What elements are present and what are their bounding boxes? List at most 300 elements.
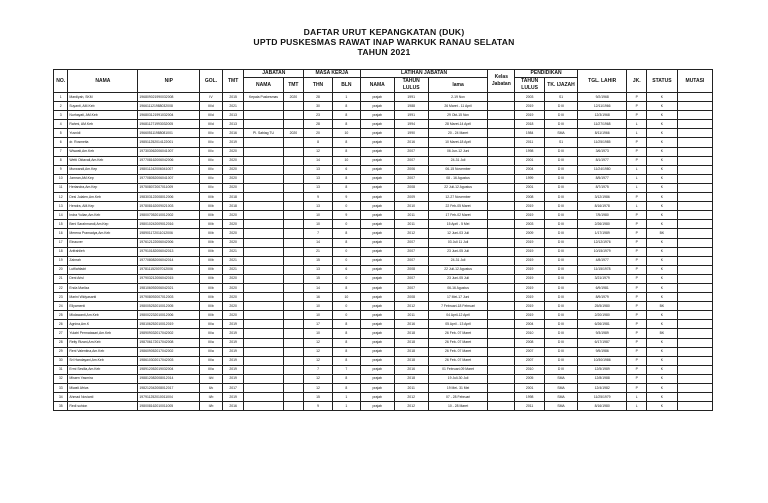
cell-masa-kerja-bln: 8 [332,347,360,356]
cell-no: 4 [54,120,68,129]
cell-masa-kerja-bln: 10 [332,129,360,138]
cell-gol: III/b [200,274,223,283]
cell-tmt: 2021 [222,247,244,256]
cell-jabatan-tmt [283,229,304,238]
cell-no: 19 [54,256,68,265]
cell-nama: Miwati Afriva [68,384,138,393]
cell-latihan-tahun: 2010 [394,202,428,211]
cell-pendidikan-ijazah: D III [545,283,578,292]
cell-status: BK [646,302,677,311]
cell-jk: P [627,229,647,238]
cell-jabatan-tmt [283,384,304,393]
cell-jabatan-nama [244,347,283,356]
cell-status: K [646,311,677,320]
cell-jk: P [627,374,647,383]
cell-nip: 198106092006042021 [138,283,200,292]
cell-nama: Indra Yulian,Am.Keb [68,211,138,220]
cell-nama: Deni Arisl [68,274,138,283]
cell-jabatan-nama [244,384,283,393]
cell-kelas-jabatan [488,183,515,192]
table-row [54,265,713,274]
cell-pendidikan-tahun: 2019 [515,102,545,111]
cell-gol: III/c [200,138,223,147]
col-tgl-lahir: TGL. LAHIR [578,70,627,93]
cell-nip: 197708052006041007 [138,174,200,183]
cell-nip: 198212042008012017 [138,384,200,393]
cell-latihan-nama: prajab [360,320,394,329]
cell-pendidikan-tahun: 1984 [515,129,545,138]
cell-status: K [646,374,677,383]
col-nama: NAMA [68,70,138,93]
cell-masa-kerja-bln: 6 [332,265,360,274]
cell-jk: L [627,393,647,402]
cell-gol: III/b [200,193,223,202]
cell-tgl-lahir: 3/21/1979 [578,274,627,283]
cell-masa-kerja-bln: 0 [332,274,360,283]
cell-pendidikan-tahun: 2009 [515,229,545,238]
cell-latihan-nama: prajab [360,356,394,365]
cell-masa-kerja-bln: 0 [332,202,360,211]
document-subtitle: UPTD PUSKESMAS RAWAT INAP WARKUK RANAU SELATAN [253,37,515,47]
cell-masa-kerja-bln: 8 [332,183,360,192]
cell-no: 35 [54,402,68,411]
cell-pendidikan-tahun: 2010 [515,329,545,338]
cell-gol: III/b [200,293,223,302]
cell-jabatan-nama [244,147,283,156]
cell-status: K [646,120,677,129]
cell-mutasi [677,365,712,374]
cell-kelas-jabatan [488,256,515,265]
cell-status: K [646,183,677,192]
cell-nama: Merena Pramadya,Am.Keb [68,229,138,238]
cell-latihan-nama: prajab [360,283,394,292]
cell-status: K [646,156,677,165]
cell-no: 7 [54,147,68,156]
cell-jabatan-nama [244,283,283,292]
cell-masa-kerja-bln: 8 [332,111,360,120]
table-row [54,211,713,220]
cell-kelas-jabatan [488,165,515,174]
cell-nama: Beni Sarahmandi,Am.Kep [68,220,138,229]
cell-jabatan-nama [244,247,283,256]
cell-pendidikan-tahun: 2001 [515,384,545,393]
cell-latihan-tahun: 2016 [394,365,428,374]
cell-latihan-nama: prajab [360,347,394,356]
cell-masa-kerja-thn: 16 [304,293,333,302]
cell-jabatan-tmt [283,174,304,183]
cell-gol: III/a [200,356,223,365]
cell-latihan-tahun: 2018 [394,374,428,383]
cell-tmt: 2019 [222,138,244,147]
cell-latihan-nama: prajab [360,247,394,256]
cell-jabatan-tmt [283,102,304,111]
cell-masa-kerja-bln: 7 [332,365,360,374]
cell-jk: P [627,93,647,102]
cell-tmt: 2020 [222,165,244,174]
cell-status: K [646,93,677,102]
cell-jk: L [627,174,647,183]
cell-latihan-lama: 05 April - 13 April [428,320,488,329]
cell-tmt: 2020 [222,238,244,247]
cell-pendidikan-ijazah: D III [545,174,578,183]
col-group-latihan-jabatan: LATIHAN JABATAN [360,70,488,78]
cell-pendidikan-ijazah: D III [545,265,578,274]
cell-latihan-lama: 10 Maret-18 April [428,138,488,147]
cell-jabatan-nama [244,120,283,129]
cell-jabatan-tmt [283,356,304,365]
cell-nama: Murwandi,Am.Kep [68,165,138,174]
col-latihan-nama: NAMA [360,78,394,93]
cell-kelas-jabatan [488,329,515,338]
cell-kelas-jabatan [488,102,515,111]
cell-mutasi [677,338,712,347]
cell-nip: 197910182006042013 [138,247,200,256]
cell-mutasi [677,274,712,283]
cell-mutasi [677,174,712,183]
cell-kelas-jabatan [488,238,515,247]
cell-latihan-lama: 26 Feb- 07 Maret [428,329,488,338]
cell-tmt: 2021 [222,256,244,265]
cell-latihan-lama: 23 Juni-05 Juli [428,274,488,283]
cell-mutasi [677,283,712,292]
cell-no: 31 [54,365,68,374]
cell-jabatan-tmt [283,111,304,120]
cell-mutasi [677,374,712,383]
cell-latihan-lama: 01 Februari-09 Maret [428,365,488,374]
cell-jabatan-tmt [283,202,304,211]
cell-pendidikan-ijazah: D III [545,102,578,111]
cell-pendidikan-tahun: 2008 [515,193,545,202]
cell-masa-kerja-thn: 23 [304,111,333,120]
cell-jabatan-nama [244,193,283,202]
cell-tmt: 2018 [222,202,244,211]
col-tmt: TMT [222,70,244,93]
cell-latihan-lama: 26 Feb- 07 Maret [428,356,488,365]
cell-latihan-nama: prajab [360,147,394,156]
cell-latihan-lama: 26 Feb- 07 Maret [428,338,488,347]
table-row [54,293,713,302]
cell-pendidikan-tahun: 2004 [515,165,545,174]
cell-status: K [646,211,677,220]
table-row [54,138,713,147]
table-row [54,238,713,247]
cell-masa-kerja-thn: 10 [304,220,333,229]
cell-gol: III/b [200,283,223,292]
cell-gol: III/a [200,329,223,338]
table-row [54,156,713,165]
cell-jabatan-nama [244,302,283,311]
cell-jk: P [627,156,647,165]
cell-jabatan-nama [244,211,283,220]
cell-nama: Suyanti, AM.Keb [68,102,138,111]
cell-status: K [646,347,677,356]
cell-kelas-jabatan [488,293,515,302]
cell-masa-kerja-thn: 9 [304,193,333,202]
cell-status: K [646,365,677,374]
cell-no: 15 [54,220,68,229]
cell-pendidikan-tahun: 2008 [515,338,545,347]
cell-latihan-nama: prajab [360,129,394,138]
cell-tmt: 2020 [222,293,244,302]
cell-masa-kerja-thn: 12 [304,147,333,156]
table-row [54,356,713,365]
cell-pendidikan-ijazah: D III [545,274,578,283]
cell-tgl-lahir: 8/16/1980 [578,402,627,411]
cell-latihan-lama: 24-31 Juli [428,256,488,265]
col-latihan-lama: lama [428,78,488,93]
cell-mutasi [677,247,712,256]
cell-latihan-tahun: 2011 [394,384,428,393]
cell-mutasi [677,402,712,411]
col-group-jabatan: JABATAN [244,70,304,78]
cell-latihan-tahun: 2018 [394,347,428,356]
cell-latihan-nama: prajab [360,138,394,147]
cell-tgl-lahir: 11/24/1980 [578,165,627,174]
table-row [54,338,713,347]
cell-pendidikan-ijazah: D III [545,120,578,129]
cell-pendidikan-ijazah: SMA [545,402,578,411]
cell-mutasi [677,329,712,338]
cell-latihan-nama: prajab [360,229,394,238]
cell-mutasi [677,202,712,211]
cell-mutasi [677,356,712,365]
cell-gol: III/b [200,247,223,256]
cell-pendidikan-ijazah: D III [545,211,578,220]
cell-masa-kerja-thn: 21 [304,247,333,256]
cell-jk: P [627,311,647,320]
cell-nip: 196809021990032008 [138,93,200,102]
cell-tmt: 2020 [222,302,244,311]
cell-mutasi [677,311,712,320]
cell-tgl-lahir: 12/8/1988 [578,374,627,383]
document-year: TAHUN 2021 [357,47,411,57]
cell-latihan-tahun: 2007 [394,247,428,256]
cell-masa-kerja-bln: 0 [332,302,360,311]
table-row [54,393,713,402]
cell-gol: III/b [200,256,223,265]
cell-jabatan-tmt [283,220,304,229]
cell-tmt: 2019 [222,347,244,356]
cell-tgl-lahir: 12/3/1968 [578,111,627,120]
cell-pendidikan-ijazah: D III [545,338,578,347]
cell-no: 13 [54,202,68,211]
cell-jabatan-tmt [283,338,304,347]
cell-nip: 198011242006041007 [138,165,200,174]
cell-latihan-tahun: 2007 [394,283,428,292]
cell-kelas-jabatan [488,311,515,320]
cell-jabatan-nama [244,256,283,265]
cell-status: K [646,393,677,402]
cell-tgl-lahir: 8/16/1978 [578,202,627,211]
cell-tgl-lahir: 11/27/1968 [578,120,627,129]
cell-pendidikan-ijazah: D III [545,229,578,238]
cell-jabatan-tmt [283,156,304,165]
cell-latihan-nama: prajab [360,220,394,229]
cell-latihan-tahun: 2018 [394,329,428,338]
col-latihan-tahun: TAHUN LULUS [394,78,428,93]
cell-nip: 197811152007012006 [138,265,200,274]
cell-status: K [646,293,677,302]
cell-status: K [646,220,677,229]
cell-mutasi [677,156,712,165]
cell-tgl-lahir: 6/17/1987 [578,338,627,347]
cell-tgl-lahir: 9/5/1986 [578,347,627,356]
cell-masa-kerja-thn: 12 [304,356,333,365]
cell-jabatan-tmt [283,138,304,147]
cell-masa-kerja-thn: 12 [304,347,333,356]
cell-tgl-lahir: 4/8/1977 [578,256,627,265]
document-title: DAFTAR URUT KEPANGKATAN (DUK) [303,27,465,37]
cell-masa-kerja-bln: 8 [332,374,360,383]
cell-masa-kerja-thn: 7 [304,365,333,374]
cell-pendidikan-tahun: 2019 [515,238,545,247]
cell-masa-kerja-bln: 8 [332,138,360,147]
cell-tgl-lahir: 8/7/1975 [578,183,627,192]
cell-kelas-jabatan [488,111,515,120]
cell-pendidikan-ijazah: S1 [545,93,578,102]
table-row [54,384,713,393]
cell-masa-kerja-bln: 8 [332,229,360,238]
cell-masa-kerja-thn: 14 [304,238,333,247]
cell-status: K [646,147,677,156]
col-pendidikan-tahun: TAHUN LULUS [515,78,545,93]
cell-jabatan-tmt [283,147,304,156]
cell-latihan-tahun: 2016 [394,138,428,147]
cell-masa-kerja-bln: 8 [332,147,360,156]
cell-nip: 198002232010012006 [138,311,200,320]
cell-gol: III/a [200,338,223,347]
cell-gol: III/b [200,229,223,238]
table-row [54,302,713,311]
cell-latihan-nama: prajab [360,302,394,311]
cell-latihan-tahun: 2012 [394,393,428,402]
cell-tgl-lahir: 2/20/1980 [578,311,627,320]
cell-jabatan-nama [244,174,283,183]
cell-no: 17 [54,238,68,247]
cell-tgl-lahir: 8/9/1979 [578,293,627,302]
cell-jk: P [627,384,647,393]
cell-latihan-nama: prajab [360,174,394,183]
cell-mutasi [677,220,712,229]
cell-latihan-lama: 04 April-12 April [428,311,488,320]
cell-tgl-lahir: 2/26/1980 [578,220,627,229]
col-jk: JK. [627,70,647,93]
cell-latihan-tahun: 2018 [394,338,428,347]
cell-no: 1 [54,93,68,102]
cell-nip: 198511252014122001 [138,138,200,147]
cell-latihan-lama: 7 Februari-18 Februari [428,302,488,311]
cell-pendidikan-ijazah: SMA [545,374,578,383]
cell-nip: 197303062006041007 [138,147,200,156]
cell-latihan-nama: prajab [360,102,394,111]
cell-status: K [646,193,677,202]
cell-no: 33 [54,384,68,393]
cell-gol: III/a [200,365,223,374]
cell-nama: Lutfiahfadri [68,265,138,274]
cell-pendidikan-ijazah: SMA [545,129,578,138]
cell-nip: 198106252010012019 [138,320,200,329]
cell-tgl-lahir: 11/15/1978 [578,265,627,274]
cell-nama: Wetti Oktavali,Am.Keb [68,156,138,165]
cell-jk: P [627,283,647,292]
cell-tgl-lahir: 3/6/1973 [578,147,627,156]
table-row [54,220,713,229]
cell-latihan-nama: prajab [360,193,394,202]
cell-gol: III/a [200,320,223,329]
cell-nama: Einauver [68,238,138,247]
cell-jabatan-tmt [283,329,304,338]
cell-kelas-jabatan [488,365,515,374]
cell-kelas-jabatan [488,138,515,147]
cell-pendidikan-ijazah: SMA [545,393,578,402]
cell-masa-kerja-thn: 8 [304,138,333,147]
cell-pendidikan-tahun: 2019 [515,202,545,211]
cell-mutasi [677,238,712,247]
cell-nama: Desi Julalen,Am.Keb [68,193,138,202]
table-row [54,129,713,138]
cell-jk: P [627,256,647,265]
cell-jabatan-nama [244,138,283,147]
cell-nip: 196811271993032005 [138,120,200,129]
table-row [54,347,713,356]
col-status: STATUS [646,70,677,93]
cell-pendidikan-tahun: 2018 [515,120,545,129]
cell-latihan-lama: 12-27 November [428,193,488,202]
cell-status: K [646,265,677,274]
cell-nama: Wiswati,Am.Keb [68,147,138,156]
cell-jabatan-nama [244,202,283,211]
col-jabatan-tmt: TMT [283,78,304,93]
cell-tmt: 2019 [222,356,244,365]
table-row [54,247,713,256]
cell-tgl-lahir: 25/5/1980 [578,302,627,311]
cell-status: BK [646,229,677,238]
cell-masa-kerja-thn: 10 [304,311,333,320]
cell-latihan-nama: prajab [360,393,394,402]
cell-mutasi [677,147,712,156]
cell-nama: Hendra, AM.Kep [68,202,138,211]
cell-tmt: 2019 [222,320,244,329]
cell-jk: L [627,402,647,411]
cell-no: 20 [54,265,68,274]
cell-gol: III/c [200,183,223,192]
cell-jk: L [627,183,647,192]
cell-nama: Jamran,AM.Kep [68,174,138,183]
cell-latihan-lama: 29 Okt-15 Nov [428,111,488,120]
col-gol: GOL. [200,70,223,93]
cell-jk: P [627,211,647,220]
cell-masa-kerja-bln: 8 [332,338,360,347]
cell-latihan-lama: 22 Feb-05 Maret [428,202,488,211]
cell-no: 2 [54,102,68,111]
table-row [54,202,713,211]
col-no: NO. [54,70,68,93]
cell-tmt: 2019 [222,365,244,374]
cell-no: 16 [54,229,68,238]
col-pendidikan-ijazah: TK. IJAZAH [545,78,578,93]
cell-no: 18 [54,247,68,256]
cell-tgl-lahir: 10/15/1979 [578,247,627,256]
cell-tgl-lahir: 8/11/1966 [578,129,627,138]
table-row [54,183,713,192]
cell-pendidikan-tahun: 2019 [515,265,545,274]
table-row [54,256,713,265]
cell-nama: Reni Valentina,Am.Keb [68,347,138,356]
cell-masa-kerja-bln: 8 [332,384,360,393]
cell-jabatan-nama [244,320,283,329]
cell-jabatan-tmt [283,247,304,256]
cell-kelas-jabatan [488,120,515,129]
